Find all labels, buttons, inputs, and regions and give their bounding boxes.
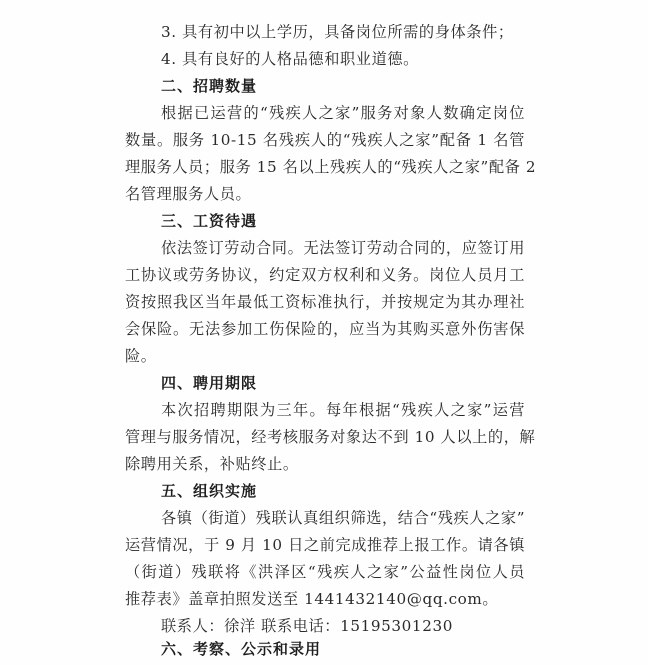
paragraph-line: 管理与服务情况，经考核服务对象达不到 10 人以上的，解: [125, 428, 536, 446]
section-heading-salary: 三、工资待遇: [161, 212, 258, 230]
paragraph-line: （街道）残联将《洪泽区“残疾人之家”公益性岗位人员: [125, 563, 525, 581]
contact-line: 联系人：徐洋 联系电话：15195301230: [161, 617, 453, 635]
paragraph-line: 工协议或劳务协议，约定双方权利和义务。岗位人员月工: [125, 266, 525, 284]
paragraph-line: 数量。服务 10-15 名残疾人的“残疾人之家”配备 1 名管: [125, 131, 525, 149]
requirement-item-4: 4. 具有良好的人格品德和职业道德。: [161, 50, 419, 68]
paragraph-line: 依法签订劳动合同。无法签订劳动合同的，应签订用: [161, 239, 525, 257]
paragraph-line: 根据已运营的“残疾人之家”服务对象人数确定岗位: [161, 104, 525, 122]
paragraph-line: 各镇（街道）残联认真组织筛选，结合“残疾人之家”: [161, 509, 526, 527]
paragraph-line: 运营情况，于 9 月 10 日之前完成推荐上报工作。请各镇: [125, 536, 525, 554]
section-heading-organization: 五、组织实施: [161, 482, 258, 500]
section-heading-employment-period: 四、聘用期限: [161, 374, 258, 392]
paragraph-line: 名管理服务人员。: [125, 185, 252, 203]
requirement-item-3: 3. 具有初中以上学历，具备岗位所需的身体条件；: [161, 23, 514, 41]
paragraph-line: 除聘用关系，补贴终止。: [125, 455, 299, 473]
section-heading-inspection-publicity: 六、考察、公示和录用: [161, 640, 322, 658]
paragraph-line: 资按照我区当年最低工资标准执行，并按规定为其办理社: [125, 293, 525, 311]
paragraph-line: 本次招聘期限为三年。每年根据“残疾人之家”运营: [161, 401, 525, 419]
paragraph-line: 会保险。无法参加工伤保险的，应当为其购买意外伤害保: [125, 320, 525, 338]
paragraph-line: 理服务人员；服务 15 名以上残疾人的“残疾人之家”配备 2: [125, 158, 537, 176]
paragraph-line: 险。: [125, 347, 157, 365]
paragraph-line-email: 推荐表》盖章拍照发送至 1441432140@qq.com。: [125, 590, 499, 608]
section-heading-recruitment-quantity: 二、招聘数量: [161, 77, 258, 95]
